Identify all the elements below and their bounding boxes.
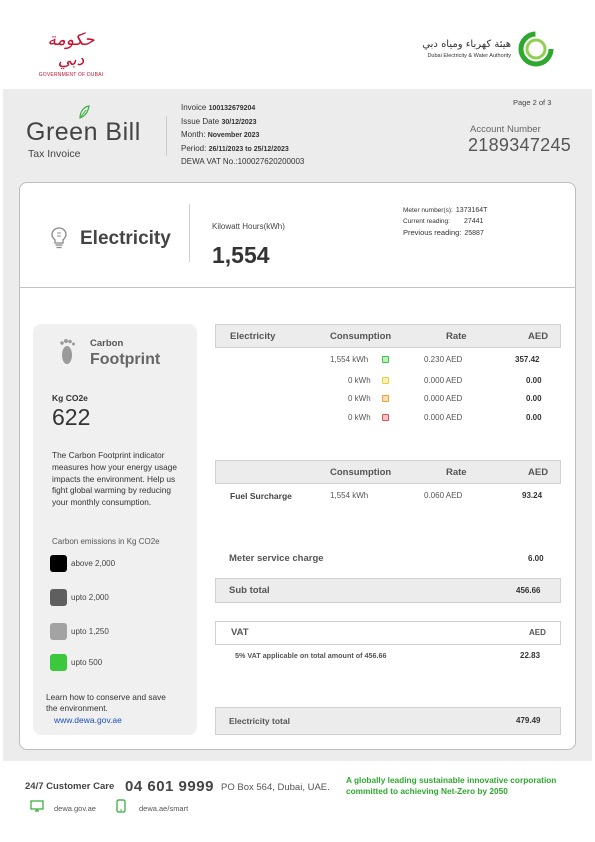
slab-consumption: 1,554 kWh — [330, 355, 369, 364]
vat-box — [215, 621, 561, 645]
page-number: Page 2 of 3 — [513, 98, 552, 107]
legend-item-upto-1250 — [50, 623, 109, 640]
fuel-surcharge-consumption: 1,554 kWh — [330, 491, 369, 500]
slab-indicator-red — [382, 414, 389, 421]
po-box: PO Box 564, Dubai, UAE. — [221, 782, 330, 793]
col-aed: AED — [528, 331, 549, 342]
electricity-title: Electricity — [80, 228, 171, 249]
electricity-divider — [189, 204, 190, 262]
previous-reading-label: Previous reading: — [403, 228, 462, 237]
learn-text: Learn how to conserve and save the environment. — [46, 692, 166, 713]
slab-indicator-yellow — [382, 377, 389, 384]
vat-aed-header: AED — [529, 628, 546, 637]
dewa-logo — [422, 30, 555, 68]
footer-smart-app[interactable]: dewa.ae/smart — [139, 804, 189, 813]
surcharge-table-header — [215, 460, 561, 484]
dewa-logo-english: Dubai Electricity & Water Authority — [427, 53, 511, 59]
smartphone-icon — [116, 799, 126, 813]
fuel-surcharge-rate: 0.060 AED — [424, 491, 463, 500]
fuel-surcharge-aed: 93.24 — [522, 491, 543, 500]
tax-invoice-subtitle: Tax Invoice — [28, 148, 81, 160]
carbon-description: The Carbon Footprint indicator measures how your energy usage impacts the environment. Help us fight global warming by reducing your monthly consumption. — [52, 450, 177, 508]
footprint-label: Footprint — [90, 351, 161, 368]
dewa-logo-arabic: هيئة كهرباء ومياه دبي — [422, 39, 511, 50]
slab-aed: 0.00 — [526, 376, 542, 385]
legend-label: upto 1,250 — [71, 627, 109, 636]
slab-aed: 0.00 — [526, 413, 542, 422]
slab-consumption: 0 kWh — [348, 413, 371, 422]
government-of-dubai-logo — [34, 30, 108, 78]
customer-care-phone[interactable]: 04 601 9999 — [125, 778, 214, 795]
invoice-meta — [181, 102, 304, 169]
vat-number-label: DEWA VAT No.: — [181, 157, 238, 166]
table-row — [215, 411, 561, 425]
gov-logo-english: GOVERNMENT OF DUBAI — [38, 72, 104, 78]
dewa-emblem-icon — [517, 30, 555, 68]
kgco2e-label: Kg CO2e — [52, 393, 88, 403]
invoice-number: 100132679204 — [208, 105, 256, 112]
meter-service-charge-value: 6.00 — [528, 554, 544, 563]
legend-item-upto-500 — [50, 654, 102, 671]
kwh-value: 1,554 — [212, 242, 270, 268]
vat-note: 5% VAT applicable on total amount of 456.66 — [235, 651, 387, 660]
legend-swatch — [50, 654, 67, 671]
previous-reading: 25887 — [464, 230, 484, 237]
vat-value: 22.83 — [520, 651, 541, 660]
footprint-icon — [58, 338, 78, 366]
legend-item-above-2000 — [50, 555, 115, 572]
kgco2e-value: 622 — [52, 404, 91, 430]
carbon-footprint-panel — [33, 324, 197, 735]
carbon-label: Carbon — [90, 338, 124, 349]
col-consumption: Consumption — [330, 331, 392, 342]
subtotal-value: 456.66 — [516, 586, 541, 595]
slab-rate: 0.000 AED — [424, 394, 463, 403]
bill-month: November 2023 — [207, 132, 260, 139]
col-rate: Rate — [446, 331, 467, 342]
col-electricity: Electricity — [230, 331, 276, 342]
card-divider — [19, 287, 576, 288]
issue-date: 30/12/2023 — [221, 118, 257, 126]
legend-swatch — [50, 589, 67, 606]
invoice-label: Invoice — [181, 103, 207, 112]
current-reading: 27441 — [463, 218, 484, 225]
meter-number: 1373164T — [455, 207, 488, 214]
electricity-total-value: 479.49 — [516, 716, 541, 725]
account-number: 2189347245 — [468, 135, 572, 155]
slab-aed: 0.00 — [526, 394, 542, 403]
table-row — [215, 392, 561, 406]
slab-rate: 0.000 AED — [424, 413, 463, 422]
issue-date-label: Issue Date — [181, 116, 220, 126]
gov-logo-arabic: حكومة دبي — [47, 30, 95, 70]
table-row — [215, 374, 561, 388]
account-number-label: Account Number — [470, 124, 541, 135]
slab-rate: 0.000 AED — [424, 376, 463, 385]
green-bill-title: Green Bill — [26, 118, 141, 146]
customer-care-label: 24/7 Customer Care — [25, 781, 115, 792]
leaf-icon — [78, 105, 90, 119]
lightbulb-icon — [50, 226, 68, 250]
col-aed: AED — [528, 467, 549, 478]
slab-rate: 0.230 AED — [424, 355, 463, 364]
legend-label: upto 500 — [71, 658, 103, 667]
slab-consumption: 0 kWh — [348, 376, 371, 385]
current-reading-label: Current reading: — [403, 218, 450, 225]
legend-item-upto-2000 — [50, 589, 109, 606]
slab-aed: 357.42 — [515, 355, 540, 364]
emissions-legend-title: Carbon emissions in Kg CO2e — [52, 537, 160, 546]
meter-service-charge-label: Meter service charge — [229, 553, 324, 564]
legend-label: above 2,000 — [71, 559, 116, 568]
slab-consumption: 0 kWh — [348, 394, 371, 403]
month-label: Month: — [181, 130, 206, 139]
vat-label: VAT — [231, 627, 249, 638]
legend-swatch — [50, 623, 67, 640]
slab-indicator-green — [382, 356, 389, 363]
title-divider — [166, 116, 167, 156]
meter-info — [403, 205, 487, 239]
col-consumption: Consumption — [330, 467, 392, 478]
electricity-table-header — [215, 324, 561, 348]
vat-number: 100027620200003 — [237, 157, 305, 166]
col-rate: Rate — [446, 467, 467, 478]
electricity-total-label: Electricity total — [229, 716, 290, 726]
dewa-website-link[interactable]: www.dewa.gov.ae — [54, 715, 122, 725]
bill-period: 26/11/2023 to 25/12/2023 — [208, 145, 289, 153]
legend-label: upto 2,000 — [71, 593, 109, 602]
footer-website[interactable]: dewa.gov.ae — [54, 804, 96, 813]
fuel-surcharge-label: Fuel Surcharge — [230, 491, 292, 501]
legend-swatch — [50, 555, 67, 572]
subtotal-label: Sub total — [229, 585, 270, 596]
slab-indicator-orange — [382, 395, 389, 402]
kwh-label: Kilowatt Hours(kWh) — [212, 222, 285, 231]
tagline: A globally leading sustainable innovative corporation committed to achieving Net-Zero by 2050 — [346, 775, 557, 796]
table-row — [215, 353, 561, 367]
monitor-icon — [30, 800, 44, 812]
meter-number-label: Meter number(s): — [403, 207, 453, 214]
period-label: Period: — [181, 143, 207, 153]
